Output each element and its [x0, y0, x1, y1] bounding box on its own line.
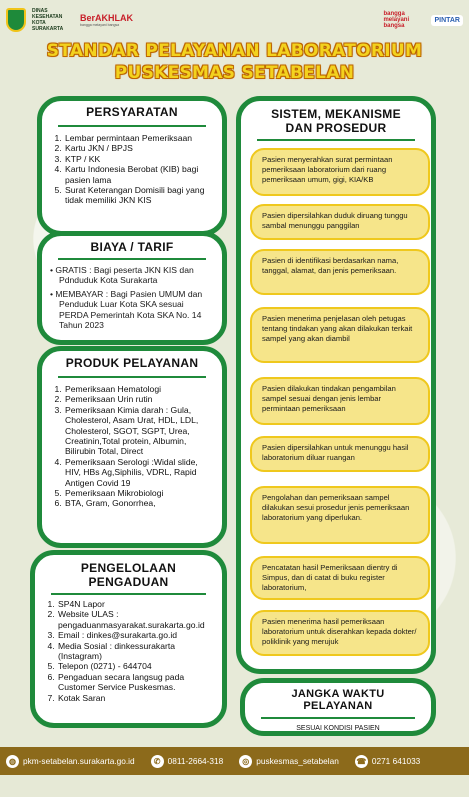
list-item: 1. Pemeriksaan Hematologi — [64, 384, 214, 394]
pengaduan-card — [30, 550, 227, 728]
list-item: 2. Kartu JKN / BPJS — [64, 143, 214, 153]
persyaratan-card — [37, 96, 227, 236]
produk-card — [37, 346, 227, 548]
pengaduan-heading — [51, 561, 206, 595]
list-item: 4. Pemeriksaan Serologi :Widal slide, HIV, HBs Ag,Siphilis, VDRL, Rapid Antigen Covid 19 — [64, 457, 214, 488]
pengaduan-heading-line-2: PENGADUAN — [88, 575, 169, 589]
sistem-heading-line-1: SISTEM, MEKANISME — [271, 107, 401, 121]
list-item: 5. Telepon (0271) - 644704 — [57, 661, 214, 671]
phone-icon: ☎ — [356, 756, 367, 766]
instagram-text: puskesmas_setabelan — [256, 756, 339, 766]
bottom-strip — [0, 775, 469, 797]
list-item: 6. Pengaduan secara langsug pada Customer Service Puskesmas. — [57, 672, 214, 693]
list-item: 4. Media Sosial : dinkessurakarta (Instagram) — [57, 641, 214, 662]
biaya-list — [50, 265, 214, 330]
logo-bar — [0, 0, 469, 40]
footer-contact-bar — [0, 747, 469, 775]
agency-name: DINAS KESEHATAN KOTA SURAKARTA — [32, 8, 64, 32]
pintar-logo: PINTAR — [431, 15, 463, 26]
sistem-heading — [257, 107, 415, 141]
jangka-heading: JANGKA WAKTU PELAYANAN — [261, 688, 415, 719]
list-item: 2. Website ULAS : pengaduanmasyarakat.surakarta.go.id — [57, 609, 214, 630]
surakarta-emblem-icon — [6, 8, 26, 32]
sistem-heading-line-2: DAN PROSEDUR — [285, 121, 387, 135]
whatsapp-text: 0811-2664-318 — [167, 756, 224, 766]
list-item: 1. SP4N Lapor — [57, 599, 214, 609]
pengaduan-heading-line-1: PENGELOLAAN — [80, 561, 177, 575]
page-title — [0, 40, 469, 84]
procedure-step: Pasien menerima hasil pemeriksaan laboratorium untuk diserahkan kepada dokter/ poliklinik yang merujuk — [250, 610, 430, 656]
procedure-step: Pasien menerima penjelasan oleh petugas tentang tindakan yang akan dilakukan terkait sampel yang akan diambil — [250, 307, 430, 363]
biaya-card — [37, 231, 227, 345]
list-item: 6. BTA, Gram, Gonorrhea, — [64, 498, 214, 508]
procedure-step: Pasien dilakukan tindakan pengambilan sampel sesuai dengan jenis lembar permintaan pemeriksaan — [250, 377, 430, 425]
produk-list — [50, 384, 214, 509]
instagram-icon: ◎ — [239, 755, 252, 768]
list-item: • GRATIS : Bagi peserta JKN KIS dan Pdnduduk Kota Surakarta — [50, 265, 194, 286]
footer-phone[interactable] — [355, 755, 420, 768]
list-item: 2. Pemeriksaan Urin rutin — [64, 394, 214, 404]
list-item: 3. KTP / KK — [64, 154, 214, 164]
list-item: 5. Surat Keterangan Domisili bagi yang tidak memiliki JKN KIS — [64, 185, 214, 206]
procedure-step: Pengolahan dan pemeriksaan sampel dilakukan sesui prosedur jenis pemeriksaan laboratorium yang diperlukan. — [250, 486, 430, 544]
persyaratan-heading: PERSYARATAN — [58, 105, 206, 127]
persyaratan-list — [50, 133, 214, 206]
list-item: 1. Lembar permintaan Pemeriksaan — [64, 133, 214, 143]
procedure-step: Pencatatan hasil Pemeriksaan dientry di Simpus, dan di catat di buku register laboratorium, — [250, 556, 430, 600]
footer-whatsapp[interactable] — [151, 755, 224, 768]
jangka-card — [240, 678, 436, 736]
procedure-step: Pasien dipersilahkan duduk diruang tunggu sambal menunggu panggilan — [250, 204, 430, 240]
title-line-1: STANDAR PELAYANAN LABORATORIUM — [46, 41, 423, 61]
website-text: pkm-setabelan.surakarta.go.id — [23, 756, 135, 766]
list-item: 3. Email : dinkes@surakarta.go.id — [57, 630, 214, 640]
bangga-melayani-logo: bangga melayani bangsa — [383, 11, 410, 29]
produk-heading: PRODUK PELAYANAN — [58, 356, 206, 378]
phone-text: 0271 641033 — [371, 756, 421, 766]
jangka-value: SESUAI KONDISI PASIEN — [296, 725, 380, 732]
procedure-step: Pasien menyerahkan surat permintaan pemeriksaan laboratorium dari ruang pemeriksaan umum, gigi, KIA/KB — [250, 148, 430, 196]
globe-icon: ◍ — [6, 755, 19, 768]
footer-website[interactable] — [6, 755, 135, 768]
list-item: 4. Kartu Indonesia Berobat (KIB) bagi pasien lama — [64, 164, 214, 185]
pengaduan-list — [43, 599, 214, 703]
list-item: 7. Kotak Saran — [57, 693, 214, 703]
berakhlak-text: BerAKHLAK — [80, 13, 134, 23]
procedure-step: Pasien dipersilahkan untuk menunggu hasil laboratorium diluar ruangan — [250, 436, 430, 472]
berakhlak-sub: bangga melayani bangsa — [80, 23, 120, 27]
whatsapp-icon: ✆ — [151, 755, 164, 768]
list-item: 5. Pemeriksaan Mikrobiologi — [64, 488, 214, 498]
berakhlak-logo — [80, 13, 133, 27]
procedure-step: Pasien di identifikasi berdasarkan nama, tanggal, alamat, dan jenis pemeriksaan. — [250, 249, 430, 295]
biaya-heading: BIAYA / TARIF — [58, 240, 206, 260]
footer-instagram[interactable] — [239, 755, 339, 768]
title-line-2: PUSKESMAS SETABELAN — [114, 63, 355, 83]
list-item: 3. Pemeriksaan Kimia darah : Gula, Cholesterol, Asam Urat, HDL, LDL, Cholesterol, SGOT, SGPT, Urea, Creatinin,Total protein, Albumin, Bilirubin Total, Direct — [64, 405, 214, 457]
list-item: • MEMBAYAR : Bagi Pasien UMUM dan Penduduk Luar Kota SKA sesuai PERDA Pemerintah Kota SKA No. 14 Tahun 2023 — [50, 288, 203, 331]
